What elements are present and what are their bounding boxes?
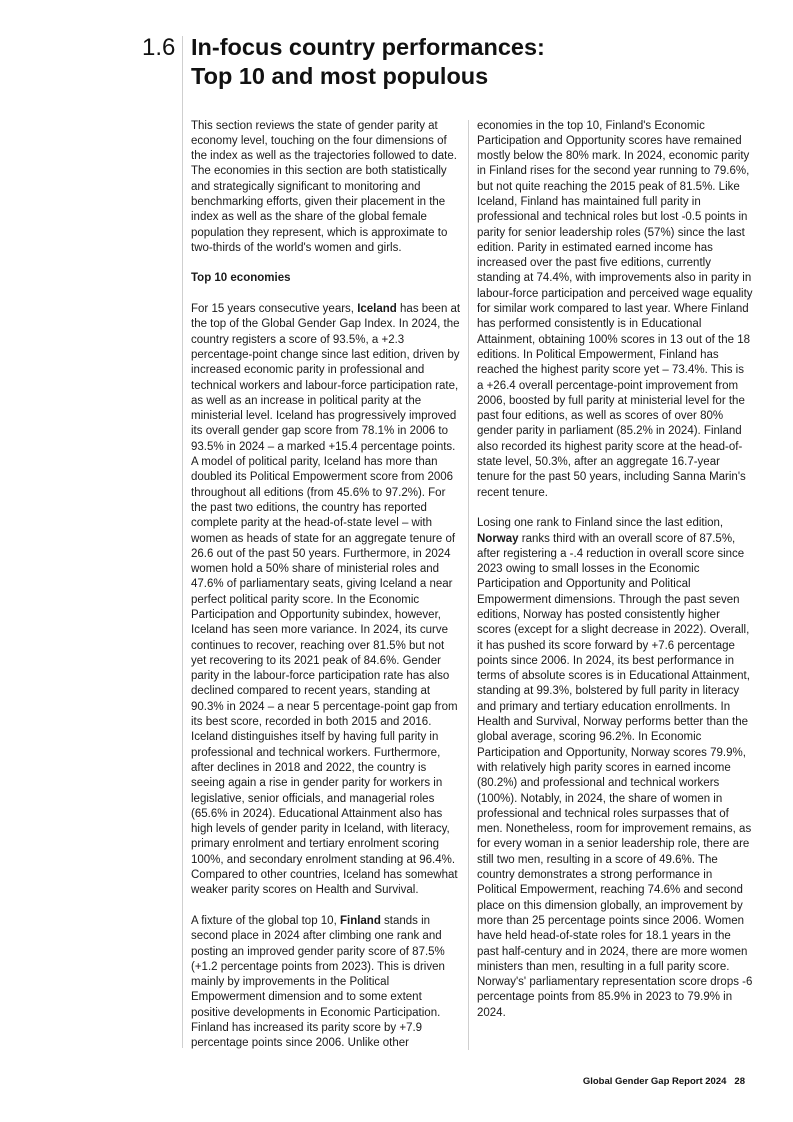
norway-name: Norway — [477, 532, 519, 545]
page-number: 28 — [734, 1076, 745, 1087]
subheading-top-10: Top 10 economies — [191, 272, 291, 285]
column-divider — [468, 120, 469, 1050]
report-name: Global Gender Gap Report 2024 — [582, 1076, 727, 1087]
intro-paragraph: This section reviews the state of gender parity at economy level, touching on the four dimensions of the index as well as the trajectories followed to date. The economies in this section are both statistically and strategically significant to monitoring and benchmarking efforts, given their placement in the index as well as the share of the global female population they represent, which is approximate to two-thirds of the world's women and girls. — [191, 119, 457, 254]
iceland-paragraph — [191, 302, 461, 899]
section-number: 1.6 — [142, 34, 176, 61]
page-title-line-1: In-focus country performances: — [191, 34, 545, 60]
norway-paragraph — [477, 516, 753, 1021]
title-divider — [182, 36, 183, 1048]
iceland-intro-text: For 15 years consecutive years, — [191, 303, 358, 316]
finland-body-text: stands in second place in 2024 after climbing one rank and posting an improved gender parity score of 87.5% (+1.2 percentage points from 2023). This is driven mainly by improvements in the Political Empowerment dimension and to some extent positive developments in Economic Participation. Finland has increased its parity score by +7.9 percentage points since 2006. Unlike other — [191, 914, 445, 1050]
finland-name: Finland — [339, 914, 381, 927]
page-title — [191, 33, 751, 91]
left-column — [191, 119, 461, 1052]
right-column — [477, 119, 753, 1022]
finland-continued-paragraph: economies in the top 10, Finland's Economic Participation and Opportunity scores have remained mostly below the 80% mark. In 2024, economic parity in Finland rises for the second year running to 79.6%, but not quite reaching the 2015 peak of 81.5%. Like Iceland, Finland has maintained full parity in professional and technical roles but lost -0.5 points in parity for senior leadership roles (57%) since the last edition. Parity in estimated earned income has increased over the past five editions, currently standing at 74.4%, with improvements also in parity in labour-force participation and perceived wage equality for similar work compared to last year. Where Finland has performed consistently is in Educational Attainment, obtaining 100% scores in 13 out of the 18 editions. In Political Empowerment, Finland has reached the highest parity score yet – 73.4%. This is a +26.4 overall percentage-point improvement from 2006, boosted by full parity at ministerial level for the past four editions, as well as scores of over 80% gender parity in parliament (85.2% in 2024). Finland also recorded its highest parity score at the head-of-state level, 50.3%, after an aggregate 16.7-year tenure for the past 50 years, including Sanna Marin's recent tenure. — [477, 119, 753, 499]
iceland-body-text: has been at the top of the Global Gender Gap Index. In 2024, the country registers a score of 93.5%, a +2.3 percentage-point change since last edition, driven by increased economic parity in professional and technical workers and labour-force participation rate, as well as an increase in political parity at the ministerial level. Iceland has progressively improved its overall gender gap score from 78.1% in 2006 to 93.5% in 2024 – a marked +15.4 percentage points. A model of political parity, Iceland has more than doubled its Political Empowerment score from 2006 throughout all editions (from 45.6% to 97.2%). For the past two editions, the country has reported complete parity at the head-of-state level – with women as heads of state for an aggregate tenure of 26.6 out of the past 50 years. Furthermore, in 2024 women hold a 50% share of ministerial roles and 47.6% of parliamentary seats, giving Iceland a near perfect political parity score. In the Economic Participation and Opportunity subindex, however, Iceland has seen more variance. In 2024, its curve continues to recover, reaching over 81.5% but not yet recovering to its 2021 peak of 84.6%. Gender parity in the labour-force participation rate has also declined compared to recent years, standing at 90.3% in 2024 – a near 5 percentage-point gap from its best score, recorded in both 2015 and 2016. Iceland distinguishes itself by having full parity in professional and technical workers. Furthermore, after declines in 2018 and 2022, the country is seeing again a rise in gender parity for workers in legislative, senior officials, and managerial roles (65.6% in 2024). Educational Attainment also has high levels of gender parity in Iceland, with literacy, primary enrolment and tertiary enrolment scoring 100%, and secondary enrolment standing at 96.4%. Compared to other countries, Iceland has somewhat weaker parity scores on Health and Survival. — [191, 303, 461, 897]
iceland-name: Iceland — [357, 303, 397, 316]
norway-body-text: ranks third with an overall score of 87.5%, after registering a -.4 reduction in overall score since 2023 owing to small losses in the Economic Participation and Opportunity and Political Empowerment dimensions. Through the past seven editions, Norway has posted consistently higher scores (except for a slight decrease in 2022). Overall, it has pushed its score forward by +7.6 percentage points since 2006. In 2024, its best performance in terms of absolute scores is in Educational Attainment, standing at 99.3%, bolstered by full parity in literacy and primary and tertiary education enrollments. In Health and Survival, Norway performs better than the global average, scoring 96.2%. In Economic Participation and Opportunity, Norway scores 79.9%, with relatively high parity scores in earned income (80.2%) and professional and technical workers (100%). Notably, in 2024, the share of women in professional and technical roles surpasses that of men. Nonetheless, room for improvement remains, as for every woman in a senior leadership role, there are still two men, resulting in a score of 49.6%. The country demonstrates a strong performance in Political Empowerment, reaching 74.6% and second place on this dimension globally, an improvement by more than 25 percentage points since 2006. Women have held head-of-state roles for 18.1 years in the past half-century and in 2024, there are more women ministers than men, resulting in a full parity score. Norway's' parliamentary representation score drops -6 percentage points from 85.9% in 2023 to 79.9% in 2024. — [477, 532, 753, 1019]
norway-intro-text: Losing one rank to Finland since the last edition, — [477, 517, 724, 530]
page-footer — [583, 1076, 745, 1088]
page-title-line-2: Top 10 and most populous — [191, 63, 489, 89]
finland-intro-text: A fixture of the global top 10, — [191, 914, 340, 927]
finland-paragraph — [191, 914, 461, 1052]
